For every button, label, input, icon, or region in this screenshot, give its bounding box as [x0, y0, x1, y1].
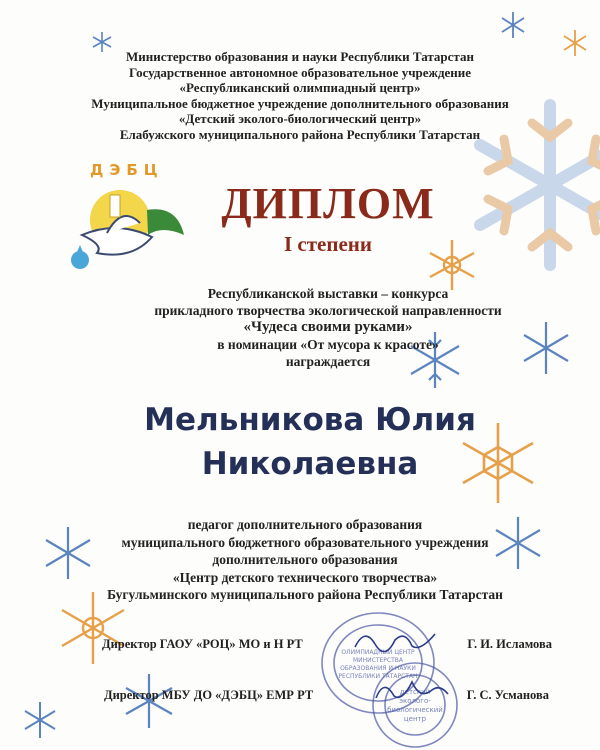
- recipient-line: дополнительного образования: [212, 552, 398, 567]
- stamp2-text: детский: [399, 688, 431, 696]
- stamp1-text: РЕСПУБЛИКИ ТАТАРСТАН: [338, 673, 418, 680]
- recipient-details: [5, 516, 600, 604]
- contest-description: [28, 285, 600, 370]
- header-line: Елабужского муниципального района Республики Татарстан: [119, 126, 481, 142]
- contest-line: прикладного творчества экологической направленности: [154, 303, 502, 318]
- signature-row-2: [104, 688, 549, 703]
- recipient-line: Бугульминского муниципального района Республики Татарстан: [107, 587, 503, 602]
- stamp1-text: ОЛИМПИАДНЫЙ ЦЕНТР: [341, 649, 415, 656]
- stamp1-text: ОБРАЗОВАНИЯ И НАУКИ: [340, 665, 416, 672]
- header-line: Муниципальное бюджетное учреждение дополнительного образования: [91, 95, 509, 111]
- stamp2-text: эколого-: [399, 697, 431, 705]
- signer-name: Г. И. Исламова: [467, 637, 552, 651]
- signer-name: Г. С. Усманова: [466, 688, 549, 702]
- issuer-header: [0, 49, 600, 142]
- contest-line: награждается: [285, 354, 371, 369]
- official-stamp-icon: [370, 660, 460, 750]
- snowflake-blue-icon: [498, 10, 528, 40]
- diploma-degree: I степени: [284, 232, 372, 256]
- header-line: Министерство образования и науки Республики Татарстан: [126, 49, 474, 64]
- recipient-line: педагог дополнительного образования: [187, 517, 423, 532]
- stamp1-text: МИНИСТЕРСТВА: [352, 657, 404, 664]
- header-line: «Детский эколого-биологический центр»: [178, 111, 422, 126]
- signer-role: Директор МБУ ДО «ДЭБЦ» ЕМР РТ: [104, 688, 314, 702]
- recipient-line: муниципального бюджетного образовательного учреждения: [121, 534, 489, 550]
- contest-line: Республиканской выставки – конкурса: [207, 286, 449, 301]
- awardee-name: [10, 398, 600, 486]
- contest-line: в номинации «От мусора к красоте»: [217, 337, 439, 352]
- stamp2-text: биологический: [387, 706, 443, 714]
- header-line: Государственное автономное образовательное учреждение: [128, 64, 472, 80]
- logo-text: ДЭБЦ: [90, 161, 164, 179]
- header-line: «Республиканский олимпиадный центр»: [179, 80, 421, 95]
- signature-row-1: [102, 637, 552, 652]
- recipient-line: «Центр детского технического творчества»: [172, 569, 438, 585]
- awardee-name-line1: Мельникова Юлия: [144, 402, 476, 438]
- stamp2-text: центр: [403, 715, 427, 723]
- diploma-title: ДИПЛОМ: [221, 179, 435, 228]
- contest-line: «Чудеса своими руками»: [243, 319, 413, 335]
- awardee-name-line2: Николаевна: [201, 446, 419, 482]
- signer-role: Директор ГАОУ «РОЦ» МО и Н РТ: [102, 637, 303, 651]
- snowflake-blue-icon: [20, 700, 60, 740]
